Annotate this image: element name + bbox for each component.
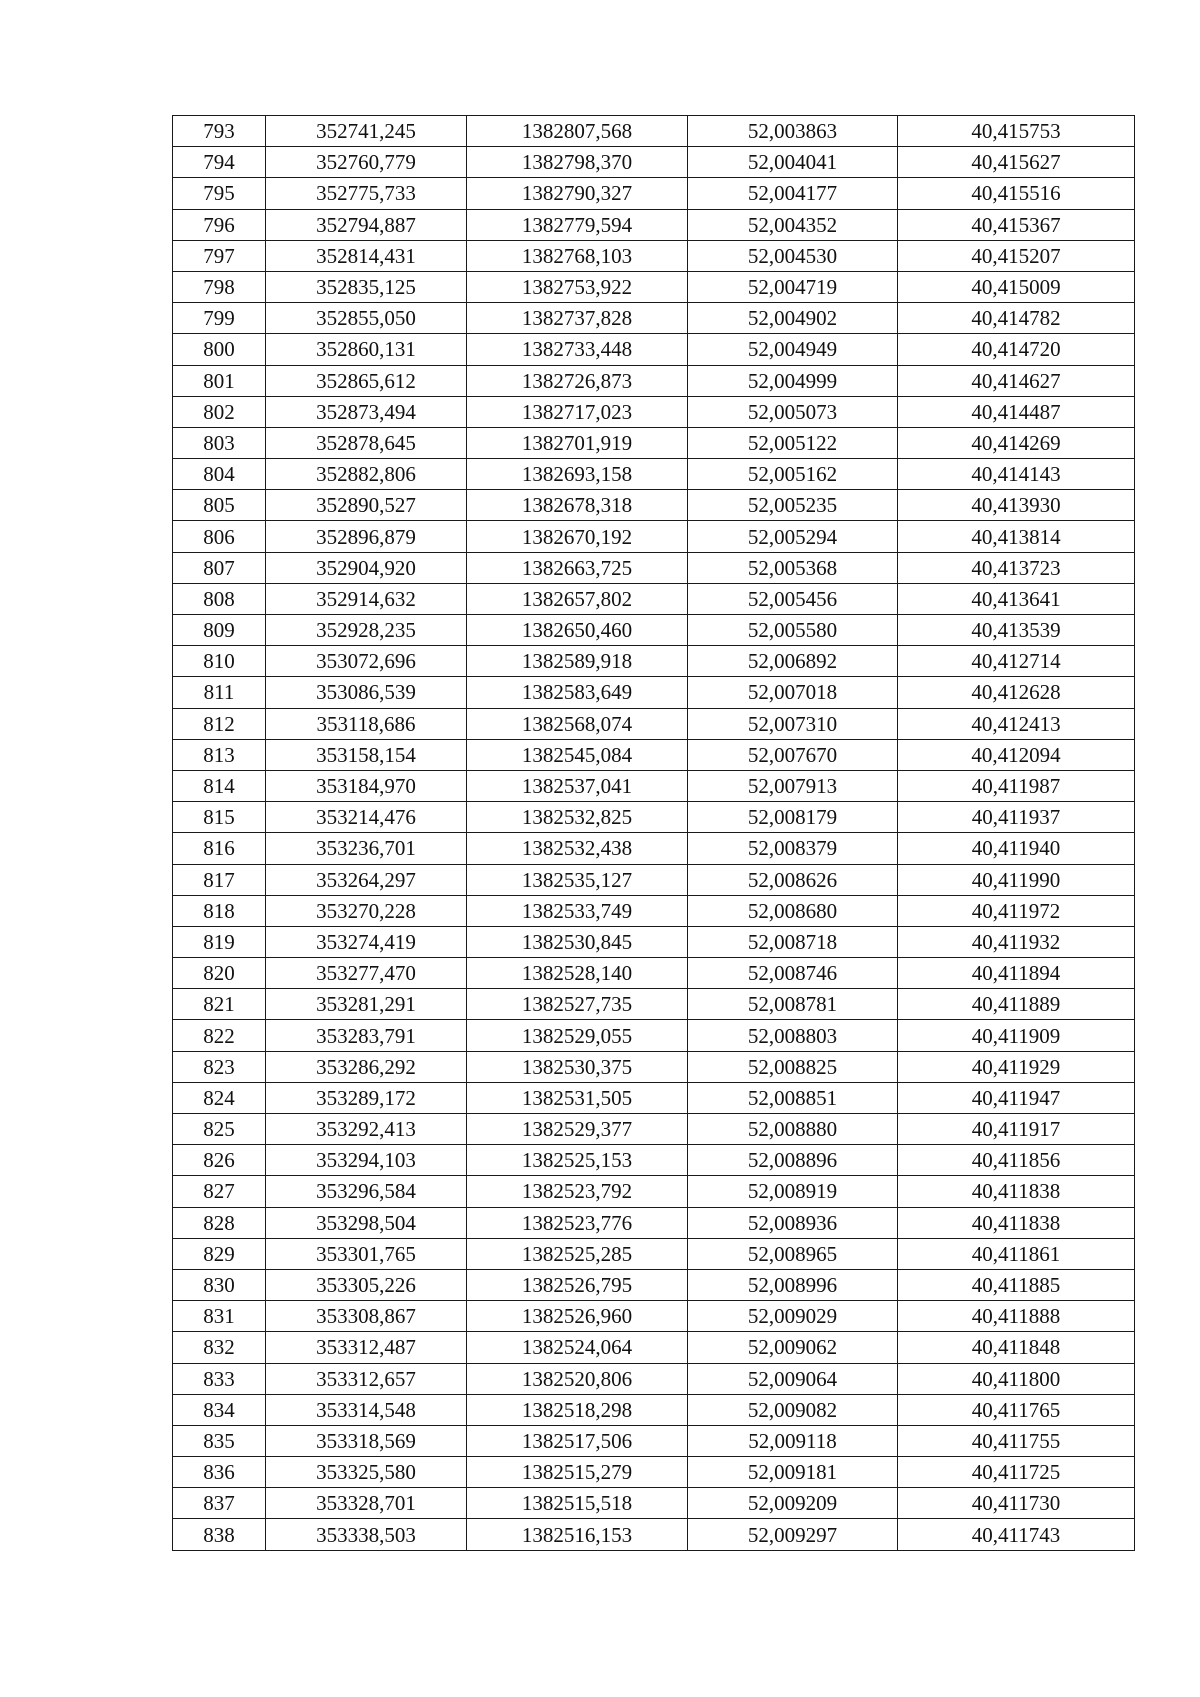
point-number-cell: 804 — [173, 459, 266, 490]
y-coordinate-cell: 1382531,505 — [467, 1082, 688, 1113]
point-number-cell: 837 — [173, 1488, 266, 1519]
longitude-cell: 40,411765 — [898, 1394, 1135, 1425]
latitude-cell: 52,004999 — [688, 365, 898, 396]
table-row — [173, 739, 1135, 770]
table-row — [173, 1425, 1135, 1456]
point-number-cell: 824 — [173, 1082, 266, 1113]
latitude-cell: 52,004530 — [688, 240, 898, 271]
latitude-cell: 52,008896 — [688, 1145, 898, 1176]
longitude-cell: 40,411838 — [898, 1176, 1135, 1207]
longitude-cell: 40,412094 — [898, 739, 1135, 770]
y-coordinate-cell: 1382753,922 — [467, 271, 688, 302]
x-coordinate-cell: 353296,584 — [266, 1176, 467, 1207]
longitude-cell: 40,411917 — [898, 1114, 1135, 1145]
point-number-cell: 820 — [173, 958, 266, 989]
longitude-cell: 40,413641 — [898, 583, 1135, 614]
longitude-cell: 40,414720 — [898, 334, 1135, 365]
longitude-cell: 40,411894 — [898, 958, 1135, 989]
table-row — [173, 240, 1135, 271]
y-coordinate-cell: 1382733,448 — [467, 334, 688, 365]
table-row — [173, 833, 1135, 864]
latitude-cell: 52,005162 — [688, 459, 898, 490]
latitude-cell: 52,007310 — [688, 708, 898, 739]
longitude-cell: 40,411909 — [898, 1020, 1135, 1051]
longitude-cell: 40,415516 — [898, 178, 1135, 209]
table-row — [173, 677, 1135, 708]
longitude-cell: 40,413723 — [898, 552, 1135, 583]
x-coordinate-cell: 353301,765 — [266, 1238, 467, 1269]
latitude-cell: 52,008825 — [688, 1051, 898, 1082]
longitude-cell: 40,411990 — [898, 864, 1135, 895]
latitude-cell: 52,009209 — [688, 1488, 898, 1519]
longitude-cell: 40,411848 — [898, 1332, 1135, 1363]
x-coordinate-cell: 353214,476 — [266, 802, 467, 833]
y-coordinate-cell: 1382663,725 — [467, 552, 688, 583]
longitude-cell: 40,411861 — [898, 1238, 1135, 1269]
table-row — [173, 958, 1135, 989]
latitude-cell: 52,009181 — [688, 1457, 898, 1488]
x-coordinate-cell: 353270,228 — [266, 895, 467, 926]
longitude-cell: 40,411730 — [898, 1488, 1135, 1519]
x-coordinate-cell: 353118,686 — [266, 708, 467, 739]
table-row — [173, 770, 1135, 801]
y-coordinate-cell: 1382650,460 — [467, 615, 688, 646]
y-coordinate-cell: 1382779,594 — [467, 209, 688, 240]
point-number-cell: 831 — [173, 1301, 266, 1332]
latitude-cell: 52,008919 — [688, 1176, 898, 1207]
table-row — [173, 1238, 1135, 1269]
x-coordinate-cell: 353274,419 — [266, 926, 467, 957]
latitude-cell: 52,008936 — [688, 1207, 898, 1238]
latitude-cell: 52,008746 — [688, 958, 898, 989]
x-coordinate-cell: 353294,103 — [266, 1145, 467, 1176]
table-row — [173, 552, 1135, 583]
longitude-cell: 40,414269 — [898, 427, 1135, 458]
x-coordinate-cell: 353184,970 — [266, 770, 467, 801]
x-coordinate-cell: 352775,733 — [266, 178, 467, 209]
y-coordinate-cell: 1382520,806 — [467, 1363, 688, 1394]
longitude-cell: 40,415627 — [898, 147, 1135, 178]
x-coordinate-cell: 353312,487 — [266, 1332, 467, 1363]
x-coordinate-cell: 353305,226 — [266, 1269, 467, 1300]
x-coordinate-cell: 352873,494 — [266, 396, 467, 427]
table-row — [173, 1145, 1135, 1176]
y-coordinate-cell: 1382807,568 — [467, 116, 688, 147]
x-coordinate-cell: 352760,779 — [266, 147, 467, 178]
point-number-cell: 834 — [173, 1394, 266, 1425]
longitude-cell: 40,413539 — [898, 615, 1135, 646]
latitude-cell: 52,005235 — [688, 490, 898, 521]
table-row — [173, 178, 1135, 209]
x-coordinate-cell: 353292,413 — [266, 1114, 467, 1145]
table-row — [173, 895, 1135, 926]
table-row — [173, 864, 1135, 895]
y-coordinate-cell: 1382670,192 — [467, 521, 688, 552]
y-coordinate-cell: 1382533,749 — [467, 895, 688, 926]
latitude-cell: 52,005294 — [688, 521, 898, 552]
y-coordinate-cell: 1382798,370 — [467, 147, 688, 178]
longitude-cell: 40,414782 — [898, 303, 1135, 334]
table-row — [173, 1488, 1135, 1519]
point-number-cell: 798 — [173, 271, 266, 302]
latitude-cell: 52,005122 — [688, 427, 898, 458]
longitude-cell: 40,411888 — [898, 1301, 1135, 1332]
y-coordinate-cell: 1382518,298 — [467, 1394, 688, 1425]
table-row — [173, 646, 1135, 677]
y-coordinate-cell: 1382530,375 — [467, 1051, 688, 1082]
latitude-cell: 52,008179 — [688, 802, 898, 833]
point-number-cell: 805 — [173, 490, 266, 521]
y-coordinate-cell: 1382693,158 — [467, 459, 688, 490]
y-coordinate-cell: 1382726,873 — [467, 365, 688, 396]
x-coordinate-cell: 352890,527 — [266, 490, 467, 521]
table-row — [173, 708, 1135, 739]
latitude-cell: 52,006892 — [688, 646, 898, 677]
y-coordinate-cell: 1382529,055 — [467, 1020, 688, 1051]
table-row — [173, 1114, 1135, 1145]
y-coordinate-cell: 1382678,318 — [467, 490, 688, 521]
x-coordinate-cell: 352855,050 — [266, 303, 467, 334]
latitude-cell: 52,008965 — [688, 1238, 898, 1269]
point-number-cell: 810 — [173, 646, 266, 677]
point-number-cell: 800 — [173, 334, 266, 365]
y-coordinate-cell: 1382525,285 — [467, 1238, 688, 1269]
point-number-cell: 799 — [173, 303, 266, 334]
longitude-cell: 40,411972 — [898, 895, 1135, 926]
latitude-cell: 52,007913 — [688, 770, 898, 801]
x-coordinate-cell: 353236,701 — [266, 833, 467, 864]
x-coordinate-cell: 352896,879 — [266, 521, 467, 552]
latitude-cell: 52,003863 — [688, 116, 898, 147]
longitude-cell: 40,413814 — [898, 521, 1135, 552]
y-coordinate-cell: 1382528,140 — [467, 958, 688, 989]
point-number-cell: 829 — [173, 1238, 266, 1269]
x-coordinate-cell: 353286,292 — [266, 1051, 467, 1082]
y-coordinate-cell: 1382545,084 — [467, 739, 688, 770]
y-coordinate-cell: 1382527,735 — [467, 989, 688, 1020]
y-coordinate-cell: 1382516,153 — [467, 1519, 688, 1550]
longitude-cell: 40,411889 — [898, 989, 1135, 1020]
table-row — [173, 365, 1135, 396]
point-number-cell: 827 — [173, 1176, 266, 1207]
longitude-cell: 40,411940 — [898, 833, 1135, 864]
point-number-cell: 832 — [173, 1332, 266, 1363]
table-row — [173, 271, 1135, 302]
y-coordinate-cell: 1382790,327 — [467, 178, 688, 209]
longitude-cell: 40,412628 — [898, 677, 1135, 708]
point-number-cell: 812 — [173, 708, 266, 739]
latitude-cell: 52,008996 — [688, 1269, 898, 1300]
x-coordinate-cell: 353298,504 — [266, 1207, 467, 1238]
y-coordinate-cell: 1382717,023 — [467, 396, 688, 427]
point-number-cell: 813 — [173, 739, 266, 770]
x-coordinate-cell: 353325,580 — [266, 1457, 467, 1488]
point-number-cell: 830 — [173, 1269, 266, 1300]
latitude-cell: 52,004949 — [688, 334, 898, 365]
y-coordinate-cell: 1382535,127 — [467, 864, 688, 895]
y-coordinate-cell: 1382526,960 — [467, 1301, 688, 1332]
table-row — [173, 1051, 1135, 1082]
point-number-cell: 823 — [173, 1051, 266, 1082]
coordinates-table — [172, 115, 1135, 1551]
x-coordinate-cell: 353312,657 — [266, 1363, 467, 1394]
longitude-cell: 40,415207 — [898, 240, 1135, 271]
point-number-cell: 794 — [173, 147, 266, 178]
x-coordinate-cell: 352878,645 — [266, 427, 467, 458]
table-row — [173, 1301, 1135, 1332]
point-number-cell: 809 — [173, 615, 266, 646]
table-row — [173, 459, 1135, 490]
point-number-cell: 816 — [173, 833, 266, 864]
x-coordinate-cell: 352860,131 — [266, 334, 467, 365]
latitude-cell: 52,008626 — [688, 864, 898, 895]
table-row — [173, 1457, 1135, 1488]
table-row — [173, 1176, 1135, 1207]
latitude-cell: 52,004177 — [688, 178, 898, 209]
y-coordinate-cell: 1382515,279 — [467, 1457, 688, 1488]
table-row — [173, 521, 1135, 552]
point-number-cell: 806 — [173, 521, 266, 552]
point-number-cell: 817 — [173, 864, 266, 895]
table-row — [173, 490, 1135, 521]
x-coordinate-cell: 352814,431 — [266, 240, 467, 271]
longitude-cell: 40,411932 — [898, 926, 1135, 957]
table-row — [173, 989, 1135, 1020]
latitude-cell: 52,005580 — [688, 615, 898, 646]
point-number-cell: 797 — [173, 240, 266, 271]
latitude-cell: 52,008680 — [688, 895, 898, 926]
table-row — [173, 1082, 1135, 1113]
y-coordinate-cell: 1382529,377 — [467, 1114, 688, 1145]
point-number-cell: 793 — [173, 116, 266, 147]
table-row — [173, 396, 1135, 427]
y-coordinate-cell: 1382517,506 — [467, 1425, 688, 1456]
table-row — [173, 1207, 1135, 1238]
point-number-cell: 815 — [173, 802, 266, 833]
x-coordinate-cell: 352882,806 — [266, 459, 467, 490]
y-coordinate-cell: 1382523,792 — [467, 1176, 688, 1207]
latitude-cell: 52,008718 — [688, 926, 898, 957]
x-coordinate-cell: 352835,125 — [266, 271, 467, 302]
x-coordinate-cell: 353338,503 — [266, 1519, 467, 1550]
longitude-cell: 40,411800 — [898, 1363, 1135, 1394]
latitude-cell: 52,009029 — [688, 1301, 898, 1332]
latitude-cell: 52,007018 — [688, 677, 898, 708]
point-number-cell: 826 — [173, 1145, 266, 1176]
latitude-cell: 52,004902 — [688, 303, 898, 334]
point-number-cell: 818 — [173, 895, 266, 926]
longitude-cell: 40,414627 — [898, 365, 1135, 396]
y-coordinate-cell: 1382657,802 — [467, 583, 688, 614]
latitude-cell: 52,008379 — [688, 833, 898, 864]
x-coordinate-cell: 353264,297 — [266, 864, 467, 895]
latitude-cell: 52,009064 — [688, 1363, 898, 1394]
y-coordinate-cell: 1382532,438 — [467, 833, 688, 864]
table-row — [173, 1332, 1135, 1363]
latitude-cell: 52,009082 — [688, 1394, 898, 1425]
point-number-cell: 819 — [173, 926, 266, 957]
x-coordinate-cell: 353283,791 — [266, 1020, 467, 1051]
point-number-cell: 802 — [173, 396, 266, 427]
longitude-cell: 40,415753 — [898, 116, 1135, 147]
longitude-cell: 40,411929 — [898, 1051, 1135, 1082]
longitude-cell: 40,411856 — [898, 1145, 1135, 1176]
latitude-cell: 52,005073 — [688, 396, 898, 427]
y-coordinate-cell: 1382568,074 — [467, 708, 688, 739]
latitude-cell: 52,008851 — [688, 1082, 898, 1113]
y-coordinate-cell: 1382524,064 — [467, 1332, 688, 1363]
latitude-cell: 52,004719 — [688, 271, 898, 302]
table-row — [173, 926, 1135, 957]
longitude-cell: 40,415367 — [898, 209, 1135, 240]
x-coordinate-cell: 353328,701 — [266, 1488, 467, 1519]
table-row — [173, 1363, 1135, 1394]
longitude-cell: 40,411838 — [898, 1207, 1135, 1238]
point-number-cell: 836 — [173, 1457, 266, 1488]
point-number-cell: 833 — [173, 1363, 266, 1394]
point-number-cell: 822 — [173, 1020, 266, 1051]
longitude-cell: 40,411947 — [898, 1082, 1135, 1113]
table-row — [173, 427, 1135, 458]
latitude-cell: 52,009062 — [688, 1332, 898, 1363]
latitude-cell: 52,007670 — [688, 739, 898, 770]
y-coordinate-cell: 1382530,845 — [467, 926, 688, 957]
x-coordinate-cell: 353158,154 — [266, 739, 467, 770]
table-row — [173, 1020, 1135, 1051]
latitude-cell: 52,005368 — [688, 552, 898, 583]
longitude-cell: 40,414487 — [898, 396, 1135, 427]
longitude-cell: 40,412714 — [898, 646, 1135, 677]
table-row — [173, 147, 1135, 178]
longitude-cell: 40,411885 — [898, 1269, 1135, 1300]
longitude-cell: 40,415009 — [898, 271, 1135, 302]
longitude-cell: 40,412413 — [898, 708, 1135, 739]
point-number-cell: 808 — [173, 583, 266, 614]
table-row — [173, 802, 1135, 833]
table-row — [173, 209, 1135, 240]
table-row — [173, 615, 1135, 646]
table-row — [173, 1269, 1135, 1300]
point-number-cell: 807 — [173, 552, 266, 583]
latitude-cell: 52,009118 — [688, 1425, 898, 1456]
table-row — [173, 1519, 1135, 1550]
point-number-cell: 801 — [173, 365, 266, 396]
point-number-cell: 803 — [173, 427, 266, 458]
point-number-cell: 795 — [173, 178, 266, 209]
longitude-cell: 40,414143 — [898, 459, 1135, 490]
longitude-cell: 40,413930 — [898, 490, 1135, 521]
x-coordinate-cell: 353314,548 — [266, 1394, 467, 1425]
x-coordinate-cell: 352794,887 — [266, 209, 467, 240]
y-coordinate-cell: 1382532,825 — [467, 802, 688, 833]
table-row — [173, 116, 1135, 147]
table-row — [173, 1394, 1135, 1425]
y-coordinate-cell: 1382701,919 — [467, 427, 688, 458]
point-number-cell: 796 — [173, 209, 266, 240]
point-number-cell: 838 — [173, 1519, 266, 1550]
x-coordinate-cell: 353277,470 — [266, 958, 467, 989]
point-number-cell: 821 — [173, 989, 266, 1020]
x-coordinate-cell: 352904,920 — [266, 552, 467, 583]
x-coordinate-cell: 353289,172 — [266, 1082, 467, 1113]
longitude-cell: 40,411743 — [898, 1519, 1135, 1550]
latitude-cell: 52,008880 — [688, 1114, 898, 1145]
x-coordinate-cell: 353072,696 — [266, 646, 467, 677]
coordinates-table-body — [173, 116, 1135, 1551]
latitude-cell: 52,004041 — [688, 147, 898, 178]
table-row — [173, 334, 1135, 365]
longitude-cell: 40,411755 — [898, 1425, 1135, 1456]
x-coordinate-cell: 353281,291 — [266, 989, 467, 1020]
longitude-cell: 40,411987 — [898, 770, 1135, 801]
x-coordinate-cell: 353086,539 — [266, 677, 467, 708]
point-number-cell: 811 — [173, 677, 266, 708]
x-coordinate-cell: 353318,569 — [266, 1425, 467, 1456]
y-coordinate-cell: 1382525,153 — [467, 1145, 688, 1176]
point-number-cell: 835 — [173, 1425, 266, 1456]
latitude-cell: 52,008803 — [688, 1020, 898, 1051]
table-row — [173, 303, 1135, 334]
y-coordinate-cell: 1382589,918 — [467, 646, 688, 677]
x-coordinate-cell: 352914,632 — [266, 583, 467, 614]
latitude-cell: 52,004352 — [688, 209, 898, 240]
table-row — [173, 583, 1135, 614]
x-coordinate-cell: 352928,235 — [266, 615, 467, 646]
y-coordinate-cell: 1382526,795 — [467, 1269, 688, 1300]
y-coordinate-cell: 1382523,776 — [467, 1207, 688, 1238]
y-coordinate-cell: 1382737,828 — [467, 303, 688, 334]
latitude-cell: 52,009297 — [688, 1519, 898, 1550]
latitude-cell: 52,008781 — [688, 989, 898, 1020]
point-number-cell: 814 — [173, 770, 266, 801]
point-number-cell: 825 — [173, 1114, 266, 1145]
x-coordinate-cell: 353308,867 — [266, 1301, 467, 1332]
latitude-cell: 52,005456 — [688, 583, 898, 614]
y-coordinate-cell: 1382583,649 — [467, 677, 688, 708]
longitude-cell: 40,411725 — [898, 1457, 1135, 1488]
longitude-cell: 40,411937 — [898, 802, 1135, 833]
y-coordinate-cell: 1382515,518 — [467, 1488, 688, 1519]
y-coordinate-cell: 1382537,041 — [467, 770, 688, 801]
y-coordinate-cell: 1382768,103 — [467, 240, 688, 271]
x-coordinate-cell: 352741,245 — [266, 116, 467, 147]
x-coordinate-cell: 352865,612 — [266, 365, 467, 396]
point-number-cell: 828 — [173, 1207, 266, 1238]
